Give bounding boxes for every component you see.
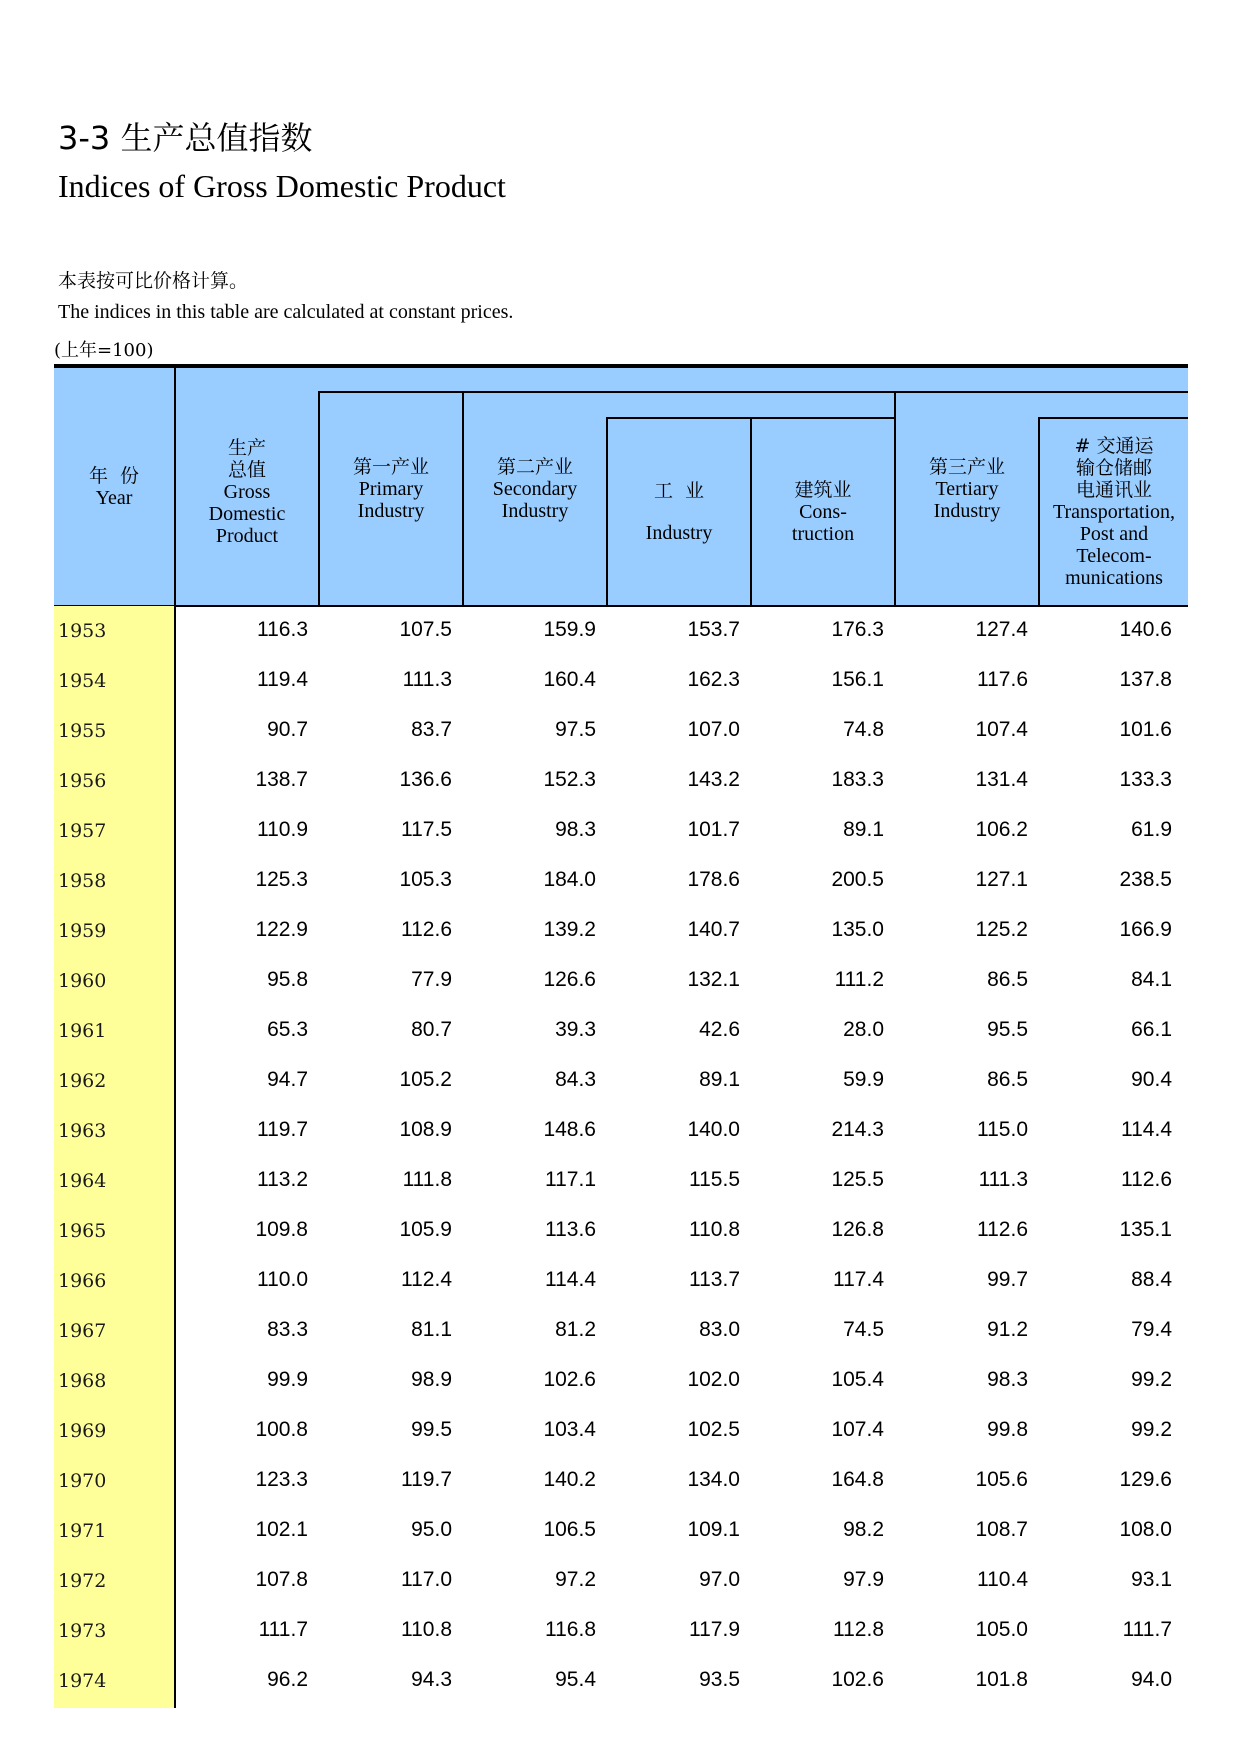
row-value: 114.4 (545, 1268, 596, 1291)
row-value: 98.2 (843, 1518, 884, 1541)
header-divider (894, 392, 896, 606)
row-value: 93.1 (1131, 1568, 1172, 1591)
header-gdp (176, 368, 318, 606)
row-value: 95.5 (987, 1018, 1028, 1041)
header-tertiary-cn: 第三产业 (928, 456, 1005, 478)
header-industry (608, 418, 750, 606)
row-value: 59.9 (843, 1068, 884, 1091)
row-year: 1970 (58, 1470, 107, 1492)
row-value: 183.3 (831, 768, 884, 791)
row-value: 89.1 (843, 818, 884, 841)
row-value: 102.1 (255, 1518, 308, 1541)
row-value: 90.7 (267, 718, 308, 741)
row-year: 1972 (58, 1570, 107, 1592)
table-row (54, 1456, 1188, 1506)
row-value: 86.5 (987, 968, 1028, 991)
row-value: 108.0 (1119, 1518, 1172, 1541)
row-value: 83.3 (267, 1318, 308, 1341)
row-value: 83.0 (699, 1318, 740, 1341)
row-value: 81.2 (555, 1318, 596, 1341)
header-construction (752, 418, 894, 606)
row-value: 108.9 (399, 1118, 452, 1141)
table-row (54, 706, 1188, 756)
row-year: 1958 (58, 870, 107, 892)
row-value: 166.9 (1119, 918, 1172, 941)
header-industry-en: Industry (645, 522, 713, 544)
row-value: 200.5 (831, 868, 884, 891)
row-value: 93.5 (699, 1668, 740, 1691)
header-secondary-en: Secondary Industry (492, 478, 578, 522)
table-row (54, 1356, 1188, 1406)
header-year-cn: 年 份 (88, 465, 140, 487)
row-value: 159.9 (543, 618, 596, 641)
row-value: 122.9 (255, 918, 308, 941)
row-value: 98.3 (555, 818, 596, 841)
row-value: 66.1 (1131, 1018, 1172, 1041)
row-value: 117.4 (833, 1268, 884, 1291)
row-value: 112.4 (401, 1268, 452, 1291)
row-value: 89.1 (699, 1068, 740, 1091)
header-gdp-cn: 生产 总值 (227, 437, 266, 481)
row-value: 140.2 (543, 1468, 596, 1491)
row-value: 105.6 (975, 1468, 1028, 1491)
row-value: 137.8 (1119, 668, 1172, 691)
row-value: 111.7 (258, 1618, 308, 1641)
row-value: 116.3 (257, 618, 308, 641)
row-value: 90.4 (1131, 1068, 1172, 1091)
row-value: 164.8 (831, 1468, 884, 1491)
table-row (54, 806, 1188, 856)
row-value: 61.9 (1131, 818, 1172, 841)
row-value: 110.4 (977, 1568, 1028, 1591)
row-value: 39.3 (555, 1018, 596, 1041)
header-transport-en: Transportation, Post and Telecom- munications (1052, 501, 1176, 589)
row-value: 148.6 (543, 1118, 596, 1141)
table-row (54, 756, 1188, 806)
row-value: 119.4 (257, 668, 308, 691)
table-row (54, 1406, 1188, 1456)
row-value: 115.5 (689, 1168, 740, 1191)
row-value: 99.5 (411, 1418, 452, 1441)
row-value: 126.6 (543, 968, 596, 991)
row-year: 1960 (58, 970, 107, 992)
row-value: 111.3 (402, 668, 452, 691)
row-value: 129.6 (1119, 1468, 1172, 1491)
row-value: 135.1 (1119, 1218, 1172, 1241)
header-year-en: Year (95, 487, 133, 509)
header-transport (1040, 418, 1188, 606)
row-value: 126.8 (831, 1218, 884, 1241)
table-row (54, 856, 1188, 906)
row-year: 1969 (58, 1420, 107, 1442)
table-row (54, 1006, 1188, 1056)
row-value: 28.0 (843, 1018, 884, 1041)
row-year: 1962 (58, 1070, 107, 1092)
row-value: 99.2 (1131, 1418, 1172, 1441)
row-value: 42.6 (699, 1018, 740, 1041)
row-value: 134.0 (687, 1468, 740, 1491)
row-value: 110.0 (257, 1268, 308, 1291)
row-value: 74.5 (843, 1318, 884, 1341)
row-year: 1954 (58, 670, 107, 692)
header-construction-cn: 建筑业 (794, 479, 852, 501)
row-value: 88.4 (1131, 1268, 1172, 1291)
row-value: 107.0 (687, 718, 740, 741)
row-value: 105.0 (975, 1618, 1028, 1641)
row-value: 102.6 (831, 1668, 884, 1691)
row-value: 107.4 (831, 1418, 884, 1441)
header-divider (606, 418, 608, 606)
table-row (54, 1206, 1188, 1256)
header-subgroup-rule (606, 417, 894, 419)
row-value: 113.2 (257, 1168, 308, 1191)
row-value: 153.7 (687, 618, 740, 641)
row-value: 112.6 (977, 1218, 1028, 1241)
row-value: 139.2 (543, 918, 596, 941)
table-row (54, 656, 1188, 706)
table-row (54, 1156, 1188, 1206)
row-value: 79.4 (1131, 1318, 1172, 1341)
row-year: 1956 (58, 770, 107, 792)
row-value: 80.7 (411, 1018, 452, 1041)
row-value: 101.6 (1119, 718, 1172, 741)
row-value: 112.6 (1121, 1168, 1172, 1191)
row-value: 117.6 (977, 668, 1028, 691)
row-value: 111.3 (978, 1168, 1028, 1191)
header-divider (462, 392, 464, 606)
row-value: 125.3 (255, 868, 308, 891)
row-value: 105.9 (399, 1218, 452, 1241)
row-year: 1955 (58, 720, 107, 742)
row-value: 117.9 (689, 1618, 740, 1641)
row-value: 91.2 (987, 1318, 1028, 1341)
row-value: 184.0 (543, 868, 596, 891)
row-value: 125.5 (831, 1168, 884, 1191)
row-value: 162.3 (687, 668, 740, 691)
header-subgroup-rule (1038, 417, 1188, 419)
row-value: 95.4 (555, 1668, 596, 1691)
row-value: 105.3 (399, 868, 452, 891)
row-year: 1966 (58, 1270, 107, 1292)
row-value: 97.0 (699, 1568, 740, 1591)
row-value: 102.0 (687, 1368, 740, 1391)
row-value: 95.0 (411, 1518, 452, 1541)
row-year: 1964 (58, 1170, 107, 1192)
row-value: 119.7 (257, 1118, 308, 1141)
row-value: 101.7 (687, 818, 740, 841)
row-value: 65.3 (267, 1018, 308, 1041)
row-year: 1957 (58, 820, 107, 842)
header-primary (320, 392, 462, 606)
row-value: 140.6 (1119, 618, 1172, 641)
row-value: 214.3 (831, 1118, 884, 1141)
header-tertiary-en: Tertiary Industry (933, 478, 1001, 522)
row-value: 106.5 (543, 1518, 596, 1541)
row-value: 119.7 (401, 1468, 452, 1491)
row-value: 111.7 (1122, 1618, 1172, 1641)
row-value: 110.8 (401, 1618, 452, 1641)
row-value: 127.4 (975, 618, 1028, 641)
row-value: 133.3 (1119, 768, 1172, 791)
unit-note: (上年=100) (54, 340, 154, 361)
row-value: 108.7 (975, 1518, 1028, 1541)
row-value: 112.8 (833, 1618, 884, 1641)
row-value: 140.0 (687, 1118, 740, 1141)
header-secondary-cn: 第二产业 (496, 456, 573, 478)
row-value: 117.1 (545, 1168, 596, 1191)
row-year: 1959 (58, 920, 107, 942)
row-value: 107.4 (975, 718, 1028, 741)
row-year: 1968 (58, 1370, 107, 1392)
row-value: 95.8 (267, 968, 308, 991)
row-value: 111.2 (834, 968, 884, 991)
row-value: 123.3 (255, 1468, 308, 1491)
row-year: 1973 (58, 1620, 107, 1642)
row-value: 131.4 (975, 768, 1028, 791)
row-value: 84.1 (1131, 968, 1172, 991)
row-value: 156.1 (831, 668, 884, 691)
row-value: 102.5 (687, 1418, 740, 1441)
row-value: 178.6 (687, 868, 740, 891)
header-industry-cn: 工 业 (653, 480, 705, 502)
row-value: 98.9 (411, 1368, 452, 1391)
row-value: 96.2 (267, 1668, 308, 1691)
row-year: 1971 (58, 1520, 107, 1542)
row-value: 176.3 (831, 618, 884, 641)
row-value: 94.3 (411, 1668, 452, 1691)
table-row (54, 1656, 1188, 1706)
row-value: 100.8 (255, 1418, 308, 1441)
row-value: 74.8 (843, 718, 884, 741)
row-value: 86.5 (987, 1068, 1028, 1091)
header-secondary (464, 392, 606, 606)
row-value: 106.2 (975, 818, 1028, 841)
row-value: 103.4 (543, 1418, 596, 1441)
row-value: 99.9 (267, 1368, 308, 1391)
header-group-rule (318, 391, 1188, 393)
row-value: 101.8 (975, 1668, 1028, 1691)
row-value: 138.7 (255, 768, 308, 791)
row-value: 84.3 (555, 1068, 596, 1091)
header-primary-cn: 第一产业 (352, 456, 429, 478)
header-transport-cn: # 交通运 输仓储邮 电通讯业 (1074, 435, 1154, 501)
page-title-english: Indices of Gross Domestic Product (58, 168, 506, 204)
row-value: 238.5 (1119, 868, 1172, 891)
table-row (54, 1306, 1188, 1356)
row-value: 116.8 (545, 1618, 596, 1641)
row-value: 99.2 (1131, 1368, 1172, 1391)
row-value: 99.7 (987, 1268, 1028, 1291)
table-row (54, 606, 1188, 656)
row-value: 114.4 (1121, 1118, 1172, 1141)
row-value: 143.2 (687, 768, 740, 791)
row-value: 117.0 (401, 1568, 452, 1591)
row-year: 1974 (58, 1670, 107, 1692)
row-value: 160.4 (543, 668, 596, 691)
row-value: 132.1 (687, 968, 740, 991)
row-value: 81.1 (411, 1318, 452, 1341)
header-divider (1038, 418, 1040, 606)
header-divider (318, 392, 320, 606)
table-row (54, 1556, 1188, 1606)
table-row (54, 1506, 1188, 1556)
row-value: 109.1 (687, 1518, 740, 1541)
row-value: 97.2 (555, 1568, 596, 1591)
row-value: 109.8 (255, 1218, 308, 1241)
note-chinese: 本表按可比价格计算。 (58, 270, 249, 292)
row-value: 127.1 (975, 868, 1028, 891)
header-construction-en: Cons- truction (791, 501, 855, 545)
row-value: 111.8 (402, 1168, 452, 1191)
row-value: 140.7 (687, 918, 740, 941)
row-value: 107.5 (399, 618, 452, 641)
header-gdp-en: Gross Domestic Product (208, 481, 286, 547)
row-value: 107.8 (255, 1568, 308, 1591)
row-value: 77.9 (411, 968, 452, 991)
row-value: 83.7 (411, 718, 452, 741)
row-value: 110.9 (257, 818, 308, 841)
row-year: 1965 (58, 1220, 107, 1242)
row-year: 1963 (58, 1120, 107, 1142)
row-value: 136.6 (399, 768, 452, 791)
header-divider (750, 418, 752, 606)
row-value: 94.0 (1131, 1668, 1172, 1691)
row-value: 99.8 (987, 1418, 1028, 1441)
row-value: 97.5 (555, 718, 596, 741)
row-value: 135.0 (831, 918, 884, 941)
row-value: 125.2 (975, 918, 1028, 941)
note-english: The indices in this table are calculated at constant prices. (58, 301, 514, 323)
header-tertiary (896, 392, 1038, 606)
table-row (54, 1606, 1188, 1656)
table-row (54, 1256, 1188, 1306)
table-row (54, 1106, 1188, 1156)
table-row (54, 1056, 1188, 1106)
page-title-chinese: 3-3 生产总值指数 (58, 119, 313, 157)
row-year: 1953 (58, 620, 107, 642)
row-value: 97.9 (843, 1568, 884, 1591)
row-year: 1961 (58, 1020, 107, 1042)
row-value: 113.6 (545, 1218, 596, 1241)
row-value: 105.2 (399, 1068, 452, 1091)
row-value: 152.3 (543, 768, 596, 791)
row-value: 98.3 (987, 1368, 1028, 1391)
header-primary-en: Primary Industry (357, 478, 425, 522)
row-value: 94.7 (267, 1068, 308, 1091)
row-value: 113.7 (689, 1268, 740, 1291)
row-value: 115.0 (977, 1118, 1028, 1141)
row-value: 112.6 (401, 918, 452, 941)
row-value: 102.6 (543, 1368, 596, 1391)
table-row (54, 956, 1188, 1006)
table-row (54, 906, 1188, 956)
row-value: 110.8 (689, 1218, 740, 1241)
row-value: 117.5 (401, 818, 452, 841)
row-value: 105.4 (831, 1368, 884, 1391)
header-year (54, 368, 174, 606)
row-year: 1967 (58, 1320, 107, 1342)
